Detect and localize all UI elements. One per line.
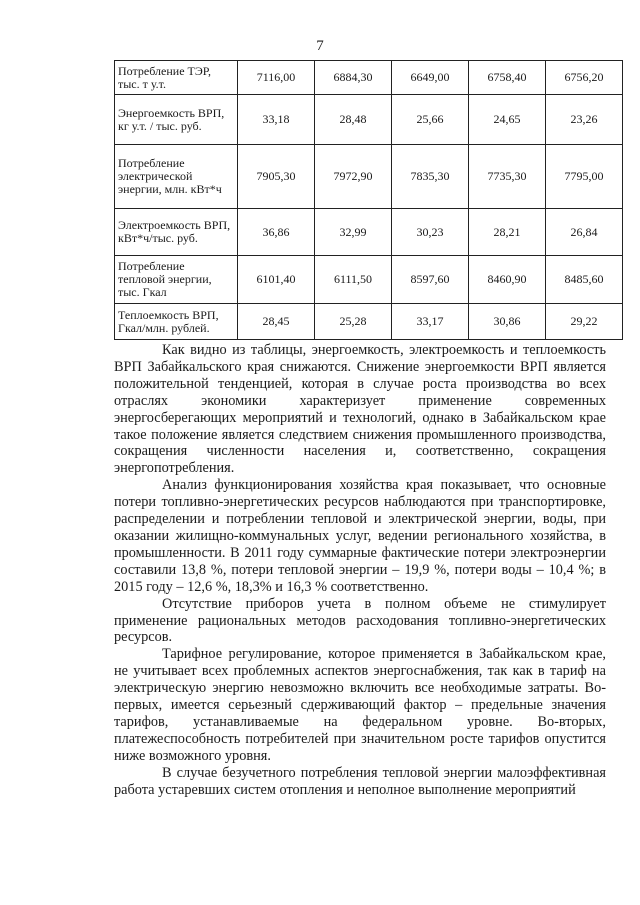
table-cell: 28,45 bbox=[238, 304, 315, 340]
table-cell: 30,86 bbox=[469, 304, 546, 340]
table-row bbox=[115, 61, 623, 95]
table-row bbox=[115, 256, 623, 304]
row-label: Электроемкость ВРП, кВт*ч/тыс. руб. bbox=[115, 209, 238, 256]
table-row bbox=[115, 145, 623, 209]
table-cell: 28,21 bbox=[469, 209, 546, 256]
paragraph: Как видно из таблицы, энергоемкость, электроемкость и теплоемкость ВРП Забайкальского края снижаются. Снижение энергоемкости ВРП является положительной тенденцией, которая в случае роста производства во всех отраслях экономики характеризует применение современных энергосберегающих мероприятий и технологий, однако в Забайкальском крае такое положение является следствием снижения промышленного производства, сокращения численности населения и, соответственно, сокращения энергопотребления. bbox=[114, 342, 606, 477]
row-label: Потребление ТЭР, тыс. т у.т. bbox=[115, 61, 238, 95]
row-label: Потребление тепловой энергии, тыс. Гкал bbox=[115, 256, 238, 304]
row-label: Энергоемкость ВРП, кг у.т. / тыс. руб. bbox=[115, 95, 238, 145]
paragraph: В случае безучетного потребления тепловой энергии малоэффективная работа устаревших систем отопления и неполное выполнение мероприятий bbox=[114, 764, 606, 798]
table-cell: 6649,00 bbox=[392, 61, 469, 95]
table-cell: 29,22 bbox=[546, 304, 623, 340]
table-cell: 7905,30 bbox=[238, 145, 315, 209]
table-cell: 6111,50 bbox=[315, 256, 392, 304]
table-row bbox=[115, 95, 623, 145]
table-cell: 7835,30 bbox=[392, 145, 469, 209]
table-row bbox=[115, 304, 623, 340]
table-row bbox=[115, 209, 623, 256]
table-cell: 28,48 bbox=[315, 95, 392, 145]
paragraph: Анализ функционирования хозяйства края показывает, что основные потери топливно-энергетических ресурсов наблюдаются при транспортировке, распределении и потреблении тепловой и электрической энергии, воды, при оказании жилищно-коммунальных услуг, ведении регионального хозяйства, в промышленности. В 2011 году суммарные фактические потери электроэнергии составили 13,8 %, потери тепловой энергии – 19,9 %, потери воды – 10,4 %; в 2015 году – 12,6 %, 18,3% и 16,3 % соответственно. bbox=[114, 477, 606, 595]
table-cell: 6758,40 bbox=[469, 61, 546, 95]
paragraph: Отсутствие приборов учета в полном объеме не стимулирует применение рациональных методов расходования топливно-энергетических ресурсов. bbox=[114, 595, 606, 646]
table-cell: 25,66 bbox=[392, 95, 469, 145]
page-number: 7 bbox=[316, 38, 324, 54]
table-cell: 33,17 bbox=[392, 304, 469, 340]
table-cell: 23,26 bbox=[546, 95, 623, 145]
table-cell: 8460,90 bbox=[469, 256, 546, 304]
table-cell: 30,23 bbox=[392, 209, 469, 256]
table-cell: 6884,30 bbox=[315, 61, 392, 95]
table-cell: 33,18 bbox=[238, 95, 315, 145]
body-text bbox=[114, 342, 606, 798]
table-cell: 36,86 bbox=[238, 209, 315, 256]
table-cell: 7735,30 bbox=[469, 145, 546, 209]
row-label: Потребление электрической энергии, млн. кВт*ч bbox=[115, 145, 238, 209]
table-cell: 7972,90 bbox=[315, 145, 392, 209]
energy-indicators-table bbox=[114, 60, 623, 340]
table-cell: 32,99 bbox=[315, 209, 392, 256]
table-cell: 6756,20 bbox=[546, 61, 623, 95]
table-cell: 25,28 bbox=[315, 304, 392, 340]
row-label: Теплоемкость ВРП, Гкал/млн. рублей. bbox=[115, 304, 238, 340]
table-cell: 26,84 bbox=[546, 209, 623, 256]
table-cell: 7795,00 bbox=[546, 145, 623, 209]
table-cell: 24,65 bbox=[469, 95, 546, 145]
paragraph: Тарифное регулирование, которое применяется в Забайкальском крае, не учитывает всех проблемных аспектов энергоснабжения, так как в тариф на электрическую энергию невозможно включить все необходимые затраты. Во-первых, имеется серьезный сдерживающий фактор – предельные значения тарифов, устанавливаемые на федеральном уровне. Во-вторых, платежеспособность потребителей при значительном росте тарифов опустится ниже возможного уровня. bbox=[114, 646, 606, 764]
table-cell: 8485,60 bbox=[546, 256, 623, 304]
table-cell: 8597,60 bbox=[392, 256, 469, 304]
table-cell: 7116,00 bbox=[238, 61, 315, 95]
table-cell: 6101,40 bbox=[238, 256, 315, 304]
